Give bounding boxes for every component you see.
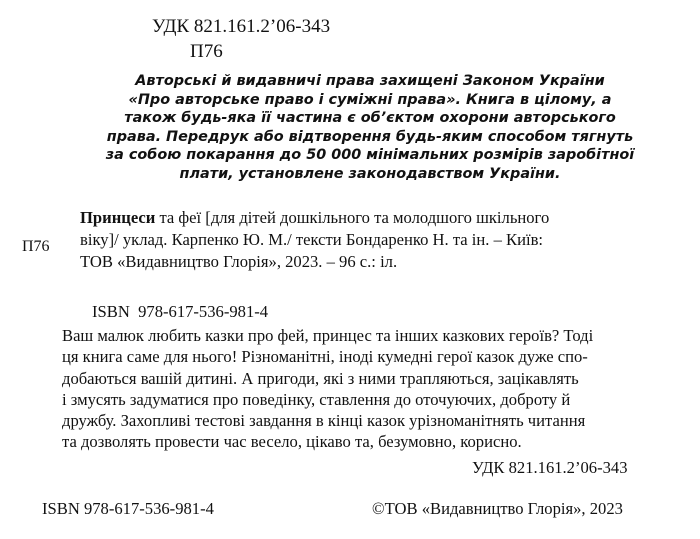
copyright-notice-line: плати, установлене законодавством України.: [179, 165, 561, 182]
footer-copyright: ©ТОВ «Видавництво Глорія», 2023: [372, 499, 623, 518]
copyright-notice-line: Авторські й видавничі права захищені Законом України: [135, 73, 605, 89]
annotation-line: дружбу. Захопливі тестові завдання в кінці казок урізноманітнять читання: [62, 411, 586, 431]
book-title: Принцеси: [80, 208, 156, 227]
annotation-line: і змусять задуматися про поведінку, ставлення до оточуючих, доброту й: [62, 389, 571, 409]
udk-classification: УДК 821.161.2’06-343: [152, 16, 331, 37]
copyright-notice-line: також будь-яка її частина є об’єктом охорони авторського: [124, 110, 616, 126]
bibliographic-line-text: та феї [для дітей дошкільного та молодшого шкільного: [155, 208, 550, 227]
footer-isbn: ISBN 978-617-536-981-4: [42, 499, 214, 518]
isbn-record: ISBN 978-617-536-981-4: [92, 302, 269, 321]
copyright-notice-line: за собою покарання до 50 000 мінімальних розмірів заробітної: [105, 147, 635, 163]
annotation-line: добаються вашій дитині. А пригоди, які з ними трапляються, зацікавлять: [62, 368, 579, 388]
bibliographic-line: [80, 207, 680, 229]
annotation-line: Ваш малюк любить казки про фей, принцес та інших казкових героїв? Тоді: [62, 326, 594, 345]
bibliographic-line: ТОВ «Видавництво Глорія», 2023. – 96 с.: іл.: [80, 252, 398, 271]
side-author-code: П76: [22, 238, 50, 255]
author-code: П76: [190, 41, 223, 62]
annotation: [62, 325, 682, 453]
footer-udk: УДК 821.161.2’06-343: [472, 458, 628, 477]
annotation-line: ця книга саме для нього! Різноманітні, іноді кумедні герої казок дуже спо-: [62, 347, 588, 367]
annotation-line: та дозволять провести час весело, цікаво та, безумовно, корисно.: [62, 432, 522, 452]
copyright-notice-line: «Про авторське право і суміжні права». Книга в цілому, а: [128, 91, 612, 108]
bibliographic-line: віку]/ уклад. Карпенко Ю. М./ тексти Бондаренко Н. та ін. – Київ:: [80, 230, 544, 249]
copyright-notice: [72, 72, 668, 183]
copyright-notice-line: права. Передрук або відтворення будь-яким способом тягнуть: [106, 128, 634, 145]
bibliographic-record: [80, 207, 680, 273]
